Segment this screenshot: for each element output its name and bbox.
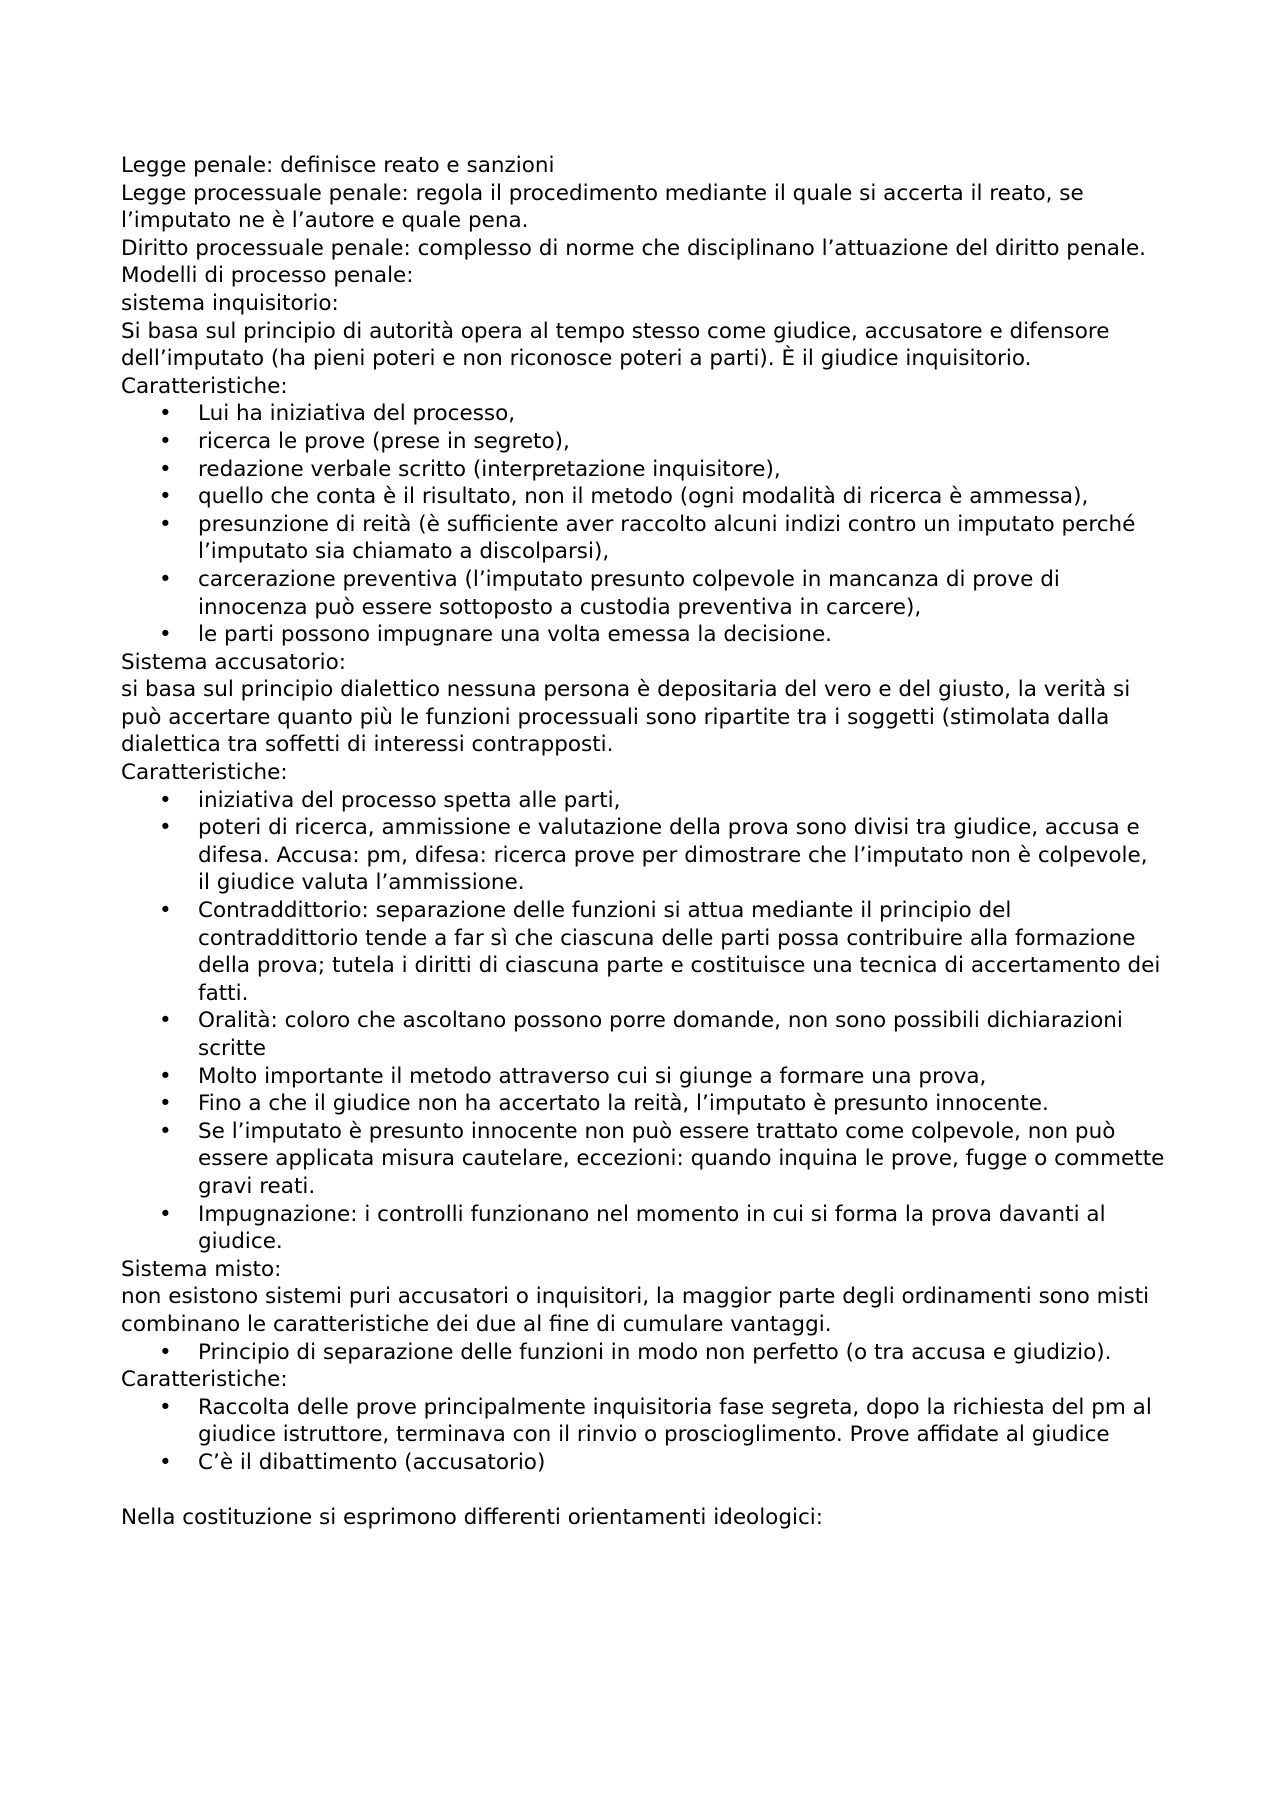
bullet-list-item	[121, 428, 1166, 456]
bullet-text: Principio di separazione delle funzioni in modo non perfetto (o tra accusa e giudizio).	[198, 1339, 1112, 1365]
paragraph: Sistema misto:	[121, 1256, 282, 1282]
paragraph: Legge penale: definisce reato e sanzioni	[121, 153, 555, 178]
bullet-list-item	[121, 1090, 1166, 1118]
bullet-icon: •	[159, 622, 172, 648]
bullet-text: Oralità: coloro che ascoltano possono porre domande, non sono possibili dichiarazioni scritte	[198, 1008, 1123, 1061]
bullet-icon: •	[159, 1201, 172, 1227]
bullet-icon: •	[159, 1118, 172, 1144]
bullet-icon: •	[159, 401, 172, 427]
bullet-list	[121, 1394, 1166, 1477]
bullet-icon: •	[159, 787, 172, 813]
bullet-text: Fino a che il giudice non ha accertato la reità, l’imputato è presunto innocente.	[198, 1091, 1049, 1117]
bullet-icon: •	[159, 566, 172, 592]
empty-line	[121, 1477, 1166, 1505]
bullet-text: presunzione di reità (è sufficiente aver raccolto alcuni indizi contro un imputato perché l’imputato sia chiamato a discolparsi),	[198, 511, 1136, 565]
bullet-text: carcerazione preventiva (l’imputato presunto colpevole in mancanza di prove di innocenza può essere sottoposto a custodia preventiva in carcere),	[198, 566, 1060, 620]
bullet-list-item	[121, 1063, 1166, 1091]
bullet-text: le parti possono impugnare una volta emessa la decisione.	[198, 622, 833, 648]
bullet-list-item	[121, 456, 1166, 484]
bullet-list	[121, 787, 1166, 1256]
paragraph: sistema inquisitorio:	[121, 290, 339, 316]
paragraph: Legge processuale penale: regola il procedimento mediante il quale si accerta il reato, se l’imputato ne è l’autore e quale pena.	[121, 180, 1084, 234]
bullet-icon: •	[159, 1063, 172, 1089]
bullet-text: poteri di ricerca, ammissione e valutazione della prova sono divisi tra giudice, accusa e difesa. Accusa: pm, difesa: ricerca prove per dimostrare che l’imputato non è colpevole, il giudice valuta l’ammissione.	[198, 815, 1148, 896]
bullet-list-item	[121, 511, 1166, 566]
paragraph: Nella costituzione si esprimono differenti orientamenti ideologici:	[121, 1505, 823, 1531]
bullet-icon: •	[159, 1394, 172, 1420]
bullet-list-item	[121, 814, 1166, 897]
bullet-list-item	[121, 1201, 1166, 1256]
bullet-list-item	[121, 400, 1166, 428]
bullet-text: iniziativa del processo spetta alle parti,	[198, 787, 621, 813]
bullet-icon: •	[159, 1449, 172, 1475]
bullet-text: quello che conta è il risultato, non il metodo (ogni modalità di ricerca è ammessa),	[198, 484, 1089, 510]
bullet-icon: •	[159, 1091, 172, 1117]
paragraph: Diritto processuale penale: complesso di norme che disciplinano l’attuazione del diritto penale.	[121, 235, 1147, 261]
document-body	[121, 152, 1166, 1532]
bullet-text: Raccolta delle prove principalmente inquisitoria fase segreta, dopo la richiesta del pm al giudice istruttore, terminava con il rinvio o proscioglimento. Prove affidate al giudice	[198, 1394, 1152, 1448]
bullet-list-item	[121, 1007, 1166, 1062]
bullet-text: ricerca le prove (prese in segreto),	[198, 428, 570, 454]
bullet-text: redazione verbale scritto (interpretazione inquisitore),	[198, 456, 781, 482]
paragraph: Caratteristiche:	[121, 760, 288, 786]
bullet-list-item	[121, 897, 1166, 1007]
paragraph: non esistono sistemi puri accusatori o inquisitori, la maggior parte degli ordinamenti sono misti combinano le caratteristiche dei due al fine di cumulare vantaggi.	[121, 1284, 1150, 1337]
bullet-text: Impugnazione: i controlli funzionano nel momento in cui si forma la prova davanti al giudice.	[198, 1201, 1106, 1255]
paragraph: Caratteristiche:	[121, 1367, 288, 1393]
paragraph: Caratteristiche:	[121, 373, 288, 399]
bullet-icon: •	[159, 1339, 172, 1365]
paragraph: Modelli di processo penale:	[121, 263, 414, 289]
bullet-icon: •	[159, 511, 172, 537]
bullet-icon: •	[159, 484, 172, 510]
bullet-list-item	[121, 787, 1166, 815]
bullet-list	[121, 400, 1166, 648]
bullet-list	[121, 1339, 1166, 1367]
bullet-icon: •	[159, 815, 172, 841]
bullet-text: C’è il dibattimento (accusatorio)	[198, 1449, 546, 1475]
paragraph: si basa sul principio dialettico nessuna persona è depositaria del vero e del giusto, la verità si può accertare quanto più le funzioni processuali sono ripartite tra i soggetti (stimolata dalla dialettica tra soffetti di interessi contrapposti.	[121, 677, 1131, 758]
bullet-list-item	[121, 621, 1166, 649]
bullet-list-item	[121, 483, 1166, 511]
bullet-icon: •	[159, 898, 172, 924]
paragraph: Sistema accusatorio:	[121, 649, 347, 675]
bullet-list-item	[121, 1394, 1166, 1449]
bullet-text: Contraddittorio: separazione delle funzioni si attua mediante il principio del contraddittorio tende a far sì che ciascuna delle parti possa contribuire alla formazione della prova; tutela i diritti di ciascuna parte e costituisce una tecnica di accertamento dei fatti.	[198, 898, 1161, 1006]
bullet-list-item	[121, 566, 1166, 621]
bullet-icon: •	[159, 456, 172, 482]
bullet-list-item	[121, 1449, 1166, 1477]
paragraph: Si basa sul principio di autorità opera al tempo stesso come giudice, accusatore e difensore dell’imputato (ha pieni poteri e non riconosce poteri a parti). È il giudice inquisitorio.	[121, 318, 1110, 372]
bullet-list-item	[121, 1339, 1166, 1367]
bullet-text: Se l’imputato è presunto innocente non può essere trattato come colpevole, non può essere applicata misura cautelare, eccezioni: quando inquina le prove, fugge o commette gravi reati.	[198, 1118, 1165, 1199]
bullet-text: Molto importante il metodo attraverso cui si giunge a formare una prova,	[198, 1063, 987, 1089]
bullet-icon: •	[159, 428, 172, 454]
bullet-text: Lui ha iniziativa del processo,	[198, 401, 516, 427]
bullet-icon: •	[159, 1008, 172, 1034]
bullet-list-item	[121, 1118, 1166, 1201]
